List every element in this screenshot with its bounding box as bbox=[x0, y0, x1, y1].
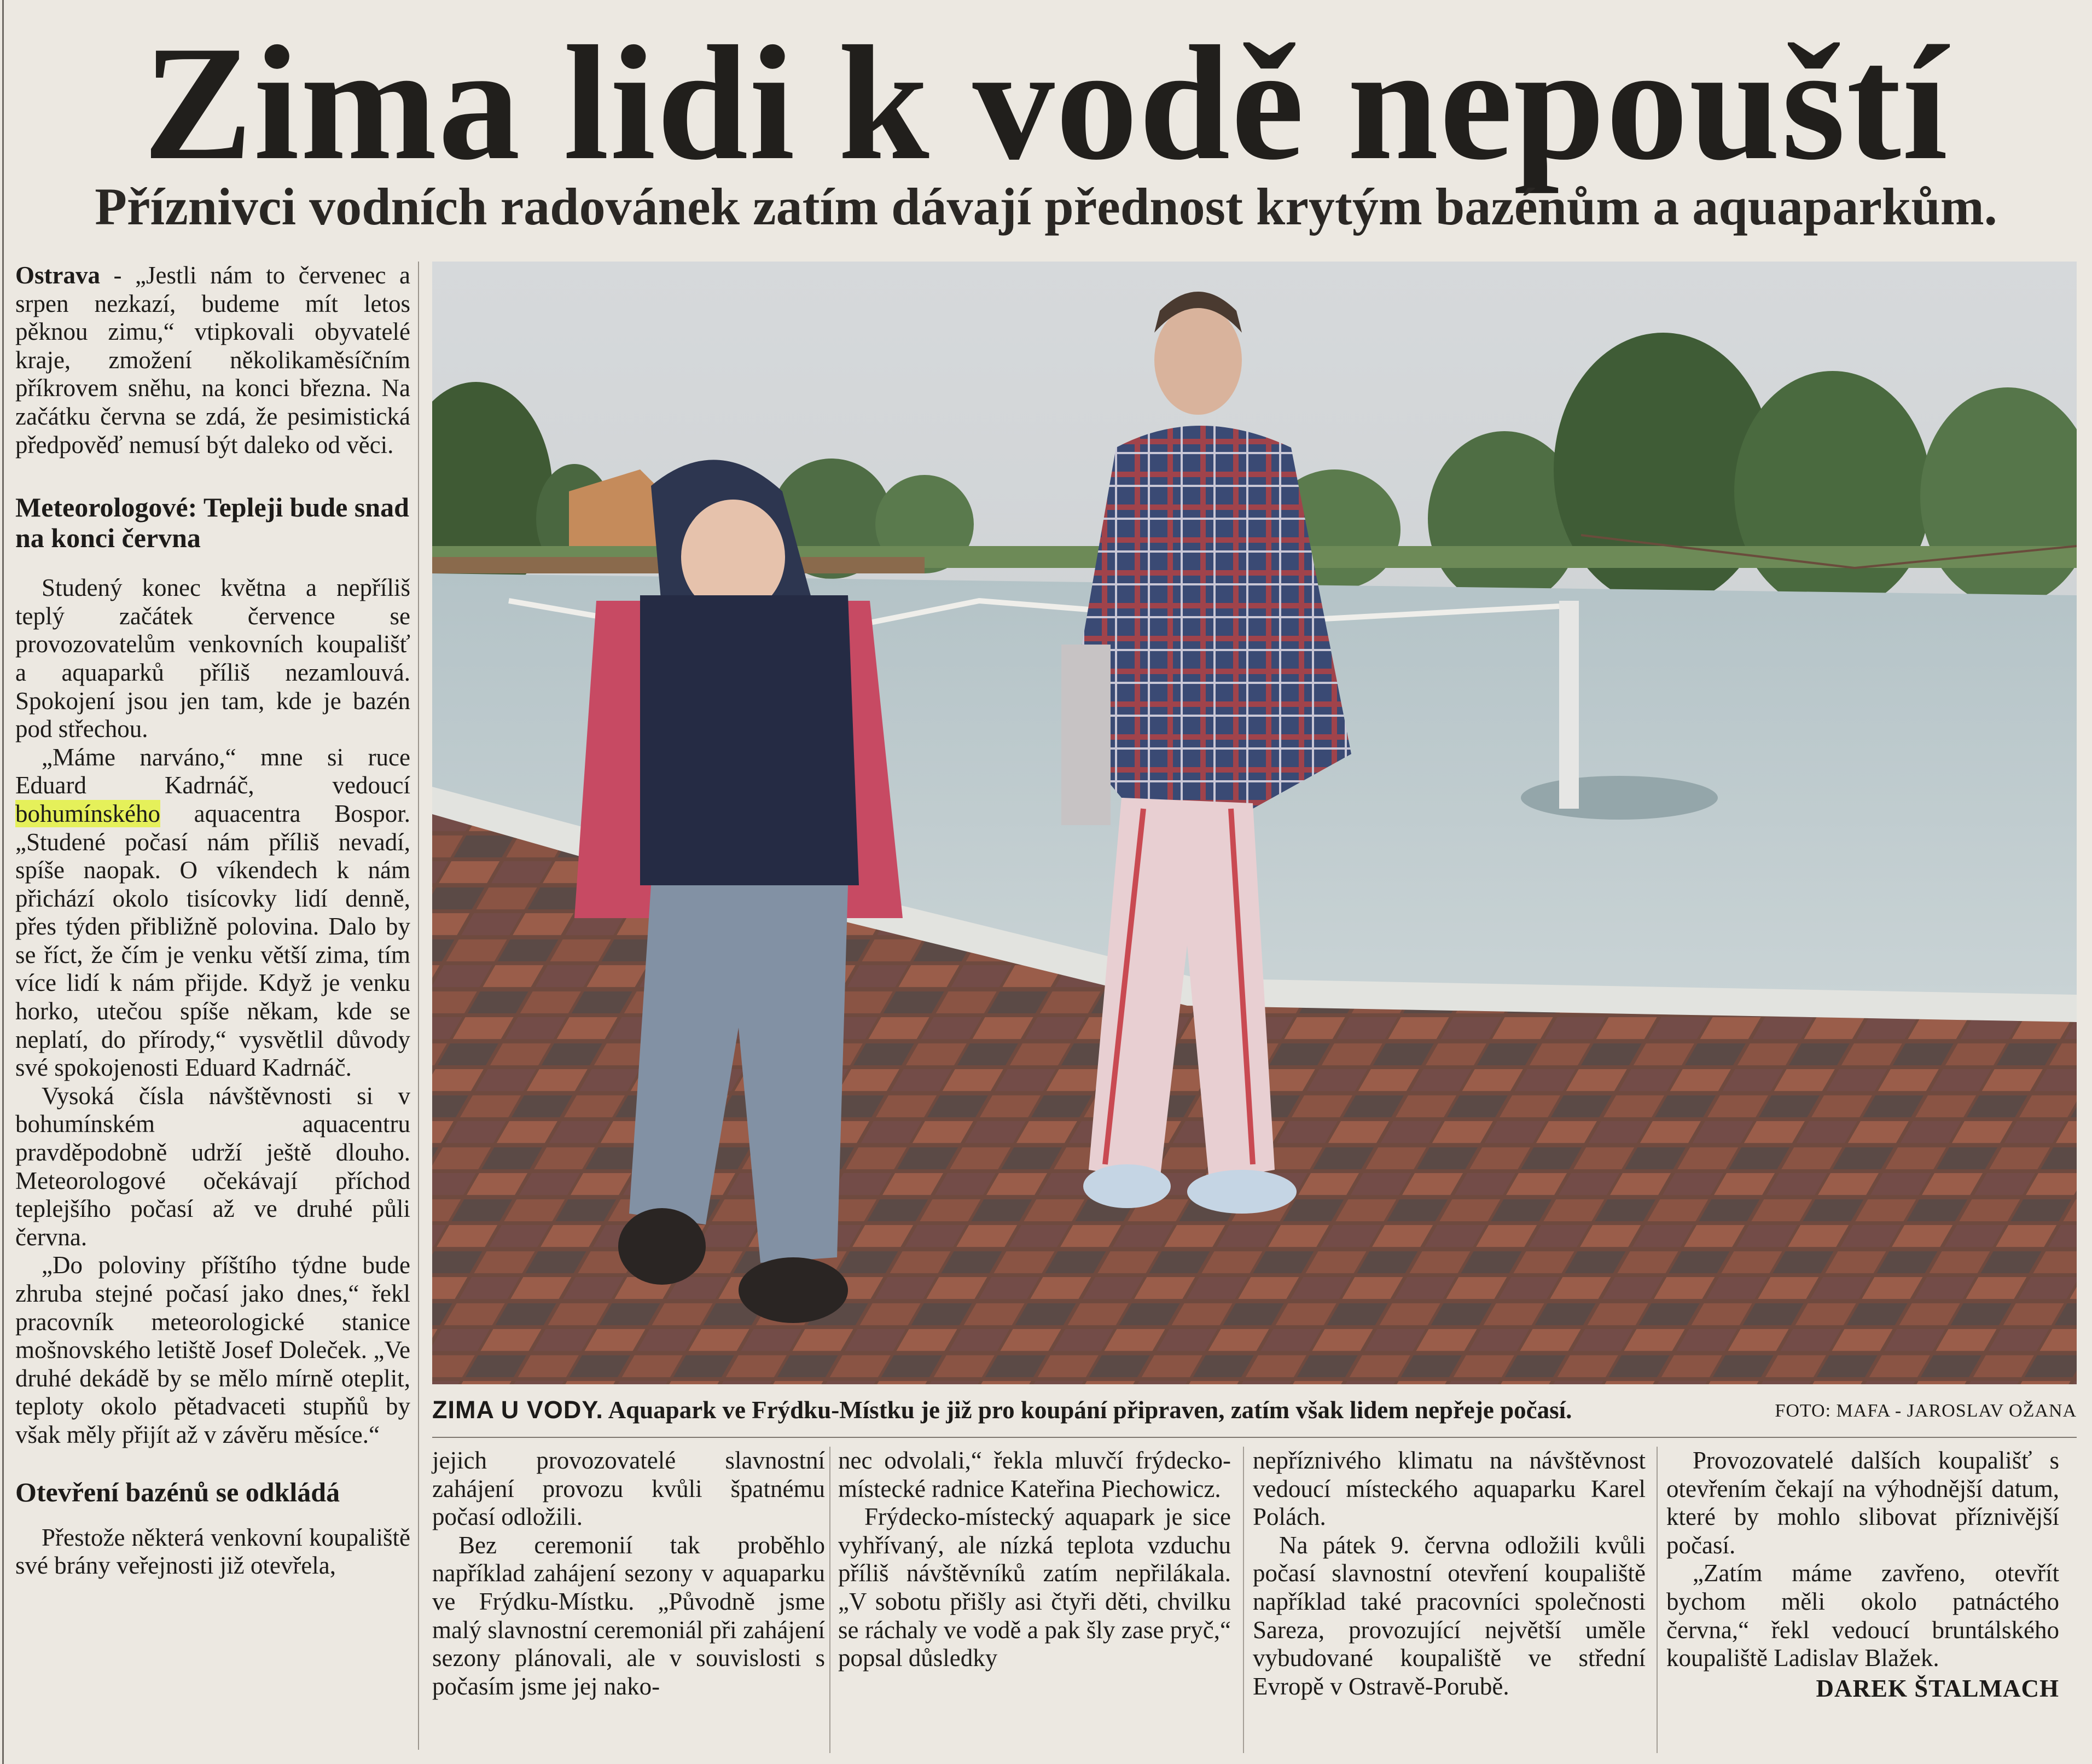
section-heading-meteorologists: Meteorologové: Tepleji bude snad na konci června bbox=[15, 492, 409, 554]
column-divider bbox=[1243, 1447, 1244, 1753]
column-divider bbox=[1657, 1447, 1658, 1753]
paragraph: „Zatím máme zavřeno, otevřít bychom měli okolo patnáctého června,“ řekl vedoucí bruntálského koupaliště Ladislav Blažek. bbox=[1666, 1559, 2059, 1672]
article-photo bbox=[432, 262, 2077, 1384]
paragraph: Vysoká čísla návštěvnosti si v bohumínském aquacentru pravděpodobně udrží ještě dlouho. Meteorologové očekávají příchod teplejšího počasí až ve druhé půli června. bbox=[15, 1082, 410, 1251]
paragraph: Provozovatelé dalších koupališť s otevřením čekají na výhodnější datum, které by mohlo slibovat příznivější počasí. bbox=[1666, 1447, 2059, 1559]
paragraph: Bez ceremonií tak proběhlo například zahájení sezony v aquaparku ve Frýdku-Místku. „Původně jsme malý slavnostní ceremoniál při zahájení sezony plánovali, ale v souvislosti s počasím jsme jej nako- bbox=[432, 1531, 825, 1700]
photo-caption-row bbox=[432, 1393, 2077, 1431]
photo-credit: FOTO: MAFA - JAROSLAV OŽANA bbox=[1775, 1401, 2077, 1421]
paragraph: Na pátek 9. června odložili kvůli počasí slavnostní otevření koupaliště například také pracovníci společnosti Sareza, provozující největší uměle vybudované koupaliště ve střední Evropě v Ostravě-Porubě. bbox=[1253, 1531, 1646, 1700]
paragraph: jejich provozovatelé slavnostní zahájení provozu kvůli špatnému počasí odložili. bbox=[432, 1447, 825, 1531]
caption-lead: ZIMA U VODY. bbox=[432, 1396, 603, 1424]
paragraph: Frýdecko-místecký aquapark je sice vyhřívaný, ale nízká teplota vzduchu příliš návštěvníků zatím nepřilákala. „V sobotu přišly asi čtyři děti, chvilku se ráchaly ve vodě a pak šly zase pryč,“ popsal důsledky bbox=[838, 1503, 1231, 1672]
subheadline: Příznivci vodních radovánek zatím dávají přednost krytým bazénům a aquaparkům. bbox=[95, 177, 1997, 236]
paragraph-text: aquacentra Bospor. „Studené počasí nám příliš nevadí, spíše naopak. O víkendech k nám přichází okolo tisícovky lidí denně, přes týden přibližně polovina. Dalo by se říct, že čím je venku větší zima, tím více lidí k nám přijde. Když je venku horko, utečou spíše někam, kde se neplatí, do přírody,“ vysvětlil důvody své spokojenosti Eduard Kadrnáč. bbox=[15, 799, 410, 1082]
caption-divider bbox=[432, 1437, 2077, 1438]
paragraph: nec odvolali,“ řekla mluvčí frýdecko-místecké radnice Kateřina Piechowicz. bbox=[838, 1447, 1231, 1502]
column-divider bbox=[418, 262, 419, 1750]
headline: Zima lidi k vodě nepouští bbox=[143, 12, 1949, 194]
page-edge-line bbox=[2, 0, 4, 1764]
article-column-2 bbox=[432, 1447, 825, 1701]
column-divider bbox=[829, 1447, 830, 1753]
photo-caption bbox=[432, 1393, 1756, 1427]
section-heading-pools: Otevření bazénů se odkládá bbox=[15, 1476, 340, 1507]
article-column-5 bbox=[1666, 1447, 2059, 1703]
caption-text: Aquapark ve Frýdku-Místku je již pro koupání připraven, zatím však lidem nepřeje počasí. bbox=[603, 1396, 1572, 1424]
paragraph: Studený konec května a nepříliš teplý začátek července se provozovatelům venkovních koupališť a aquaparků příliš nezamlouvá. Spokojení jsou jen tam, kde je bazén pod střechou. bbox=[15, 574, 410, 743]
article-column-1 bbox=[15, 262, 410, 1580]
paragraph-text: „Máme narváno,“ mne si ruce Eduard Kadrnáč, vedoucí bbox=[15, 743, 410, 799]
author-byline: DAREK ŠTALMACH bbox=[1816, 1674, 2059, 1702]
paragraph: Přestože některá venkovní koupaliště své brány veřejnosti již otevřela, bbox=[15, 1523, 410, 1580]
article-column-3 bbox=[838, 1447, 1231, 1673]
lead-text: - „Jestli nám to červenec a srpen nezkazí, budeme mít letos pěknou zimu,“ vtipkovali obyvatelé kraje, zmožení několikaměsíčním příkrovem sněhu, na konci března. Na začátku června se zdá, že pesimistická předpověď nemusí být daleko od věci. bbox=[15, 262, 410, 459]
paragraph: nepříznivého klimatu na návštěvnost vedoucí místeckého aquaparku Karel Polách. bbox=[1253, 1447, 1646, 1531]
article-column-4 bbox=[1253, 1447, 1646, 1701]
paragraph-quote-kadrnac bbox=[15, 744, 410, 1082]
paragraph: „Do poloviny příštího týdne bude zhruba stejné počasí jako dnes,“ řekl pracovník meteorologické stanice mošnovského letiště Josef Doleček. „Ve druhé dekádě by se mělo mírně oteplit, teploty okolo pětadvaceti stupňů by však měly přijít až v závěru měsíce.“ bbox=[15, 1251, 410, 1448]
photo-illustration bbox=[432, 262, 2077, 1384]
lead-paragraph bbox=[15, 262, 410, 459]
highlighted-word: bohumínského bbox=[15, 799, 160, 827]
dateline: Ostrava bbox=[15, 262, 100, 289]
